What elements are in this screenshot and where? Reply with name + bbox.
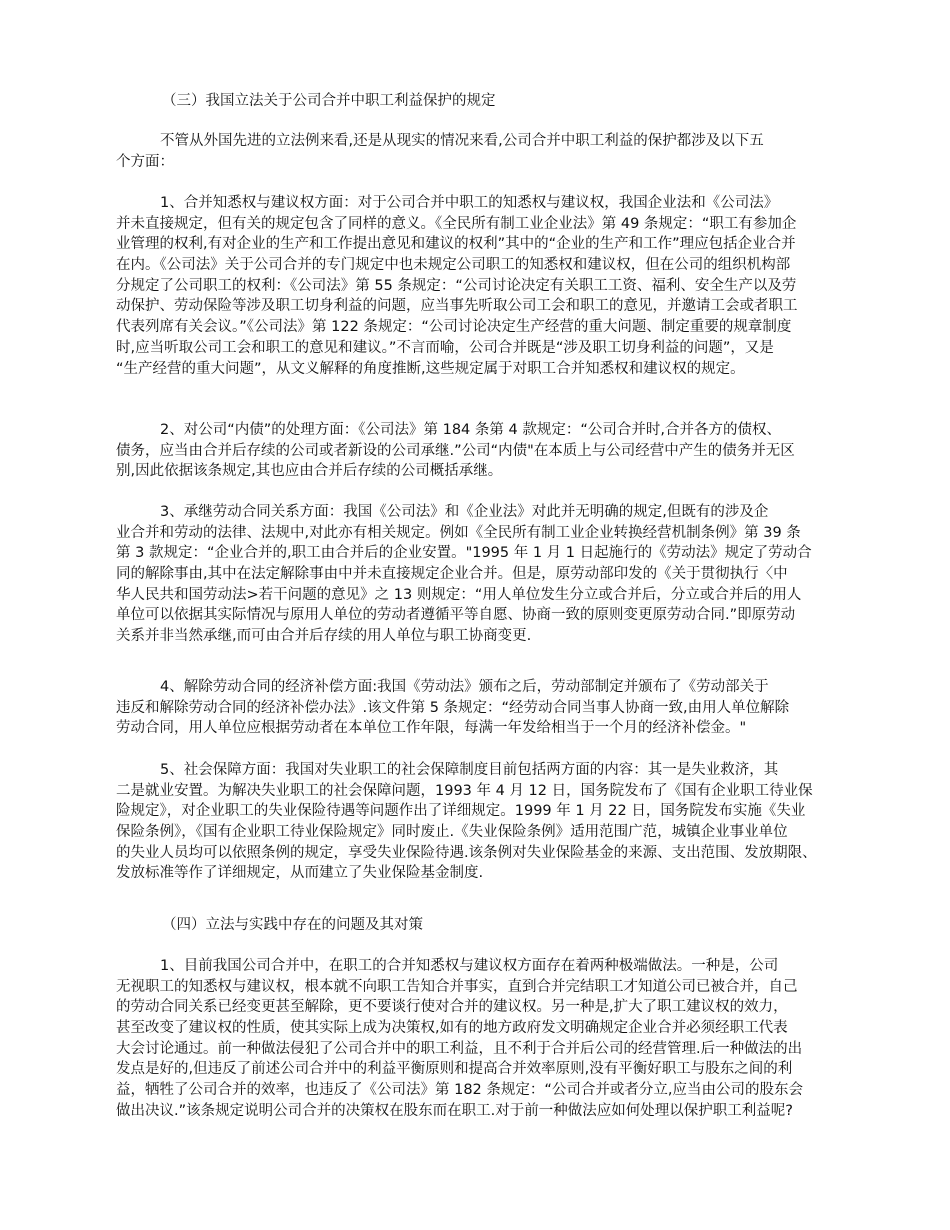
paragraph-line: 二是就业安置。为解决失业职工的社会保障问题，1993 年 4 月 12 日，国务院发布了《国有企业职工待业保: [116, 782, 813, 799]
section-4-heading: （四）立法与实践中存在的问题及其对策: [162, 917, 423, 933]
paragraph-line: 时,应当听取公司工会和职工的意见和建议。”不言而喻，公司合并既是“涉及职工切身利益的问题”，又是: [116, 339, 774, 356]
paragraph-line: “生产经营的重大问题”，从文义解释的角度推断,这些规定属于对职工合并知悉权和建议权的规定。: [116, 360, 745, 377]
item-5-paragraph: [116, 760, 876, 884]
section-4-item-1-paragraph: [116, 956, 876, 1122]
paragraph-line: 在内。《公司法》关于公司合并的专门规定中也未规定公司职工的知悉权和建议权，但在公司的组织机构部: [116, 257, 791, 274]
paragraph-line: 1、目前我国公司合并中，在职工的合并知悉权与建议权方面存在着两种极端做法。一种是，公司: [160, 958, 779, 974]
paragraph-line: 1、合并知悉权与建议权方面：对于公司合并中职工的知悉权与建议权，我国企业法和《公司法》: [160, 195, 779, 211]
item-1-paragraph: [116, 193, 876, 400]
paragraph-line: 2、对公司“内债”的处理方面：《公司法》第 184 条第 4 款规定：“公司合并时,合并各方的债权、: [160, 422, 781, 438]
paragraph-line: 华人民共和国劳动法>若干问题的意见》之 13 则规定：“用人单位发生分立或合并后，分立或合并后的用人: [116, 586, 802, 603]
paragraph-line: 的失业人员均可以依照条例的规定，享受失业保险待遇.该条例对失业保险基金的来源、支出范围、发放期限、: [116, 844, 817, 861]
section-3-heading: （三）我国立法关于公司合并中职工利益保护的规定: [162, 93, 496, 109]
item-4-paragraph: [116, 677, 876, 739]
paragraph-line: 益，牺牲了公司合并的效率，也违反了《公司法》第 182 条规定：“公司合并或者分立,应当由公司的股东会: [116, 1082, 804, 1099]
paragraph-line: 5、社会保障方面：我国对失业职工的社会保障制度目前包括两方面的内容：其一是失业救济，其: [160, 762, 779, 778]
paragraph-line: 3、承继劳动合同关系方面：我国《公司法》和《企业法》对此并无明确的规定,但既有的涉及企: [160, 504, 769, 520]
paragraph-line: 违反和解除劳动合同的经济补偿办法》.该文件第 5 条规定：“经劳动合同当事人协商一致,由用人单位解除: [116, 699, 790, 716]
paragraph-line: 债务，应当由合并后存续的公司或者新设的公司承继.”公司“内债"在本质上与公司经营中产生的债务并无区: [116, 442, 795, 459]
paragraph-line: 不管从外国先进的立法例来看,还是从现实的情况来看,公司合并中职工利益的保护都涉及以下五: [160, 133, 764, 149]
paragraph-line: 业合并和劳动的法律、法规中,对此亦有相关规定。例如《全民所有制工业企业转换经营机制条例》第 39 条: [116, 524, 801, 541]
paragraph-line: 同的解除事由,其中在法定解除事由中并未直接规定企业合并。但是，原劳动部印发的《关于贯彻执行〈中: [116, 566, 788, 583]
paragraph-line: 个方面：: [116, 153, 174, 170]
paragraph-line: 险规定》，对企业职工的失业保险待遇等问题作出了详细规定。1999 年 1 月 22 日，国务院发布实施《失业: [116, 803, 806, 820]
paragraph-line: 无视职工的知悉权与建议权，根本就不向职工告知合并事实，直到合并完结职工才知道公司已被合并，自己: [116, 978, 798, 995]
paragraph-line: 甚至改变了建议权的性质，使其实际上成为决策权,如有的地方政府发文明确规定企业合并必须经职工代表: [116, 1020, 788, 1037]
paragraph-line: 发放标准等作了详细规定，从而建立了失业保险基金制度.: [116, 865, 484, 882]
paragraph-line: 做出决议.”该条规定说明公司合并的决策权在股东而在职工.对于前一种做法应如何处理以保护职工利益呢?: [116, 1102, 793, 1119]
paragraph-line: 别,因此依据该条规定,其也应由合并后存续的公司概括承继。: [116, 463, 503, 480]
paragraph-line: 发点是好的,但违反了前述公司合并中的利益平衡原则和提高合并效率原则,没有平衡好职工与股东之间的利: [116, 1061, 793, 1078]
paragraph-line: 的劳动合同关系已经变更甚至解除，更不要谈行使对合并的建议权。另一种是,扩大了职工建议权的效力，: [116, 999, 788, 1016]
paragraph-line: 保险条例》，《国有企业职工待业保险规定》同时废止.《失业保险条例》适用范围广范，城镇企业事业单位: [116, 824, 788, 841]
paragraph-line: 大会讨论通过。前一种做法侵犯了公司合并中的职工利益，且不利于合并后公司的经营管理.后一种做法的出: [116, 1040, 803, 1057]
paragraph-line: 业管理的权利,有对企业的生产和工作提出意见和建议的权利”其中的“企业的生产和工作”理应包括企业合并: [116, 236, 796, 253]
paragraph-line: 代表列席有关会议。”《公司法》第 122 条规定：“公司讨论决定生产经营的重大问题、制定重要的规章制度: [116, 319, 792, 336]
item-2-paragraph: [116, 420, 876, 482]
intro-paragraph: [116, 131, 876, 172]
paragraph-line: 劳动合同，用人单位应根据劳动者在本单位工作年限，每满一年发给相当于一个月的经济补偿金。": [116, 720, 747, 737]
paragraph-line: 分规定了公司职工的权利：《公司法》第 55 条规定：“公司讨论决定有关职工工资、福利、安全生产以及劳: [116, 277, 797, 294]
paragraph-line: [116, 379, 876, 400]
paragraph-line: 动保护、劳动保险等涉及职工切身利益的问题，应当事先听取公司工会和职工的意见，并邀请工会或者职工: [116, 298, 798, 315]
paragraph-line: 4、解除劳动合同的经济补偿方面:我国《劳动法》颁布之后，劳动部制定并颁布了《劳动部关于: [160, 679, 769, 695]
paragraph-line: 第 3 款规定：“企业合并的,职工由合并后的企业安置。"1995 年 1 月 1 日起施行的《劳动法》规定了劳动合: [116, 545, 812, 562]
paragraph-line: 单位可以依据其实际情况与原用人单位的劳动者遵循平等自愿、协商一致的原则变更原劳动合同.”即原劳动: [116, 607, 796, 624]
paragraph-line: 关系并非当然承继,而可由合并后存续的用人单位与职工协商变更.: [116, 628, 532, 645]
paragraph-line: 并未直接规定，但有关的规定包含了同样的意义。《全民所有制工业企业法》第 49 条规定：“职工有参加企: [116, 215, 797, 232]
item-3-paragraph: [116, 502, 876, 647]
